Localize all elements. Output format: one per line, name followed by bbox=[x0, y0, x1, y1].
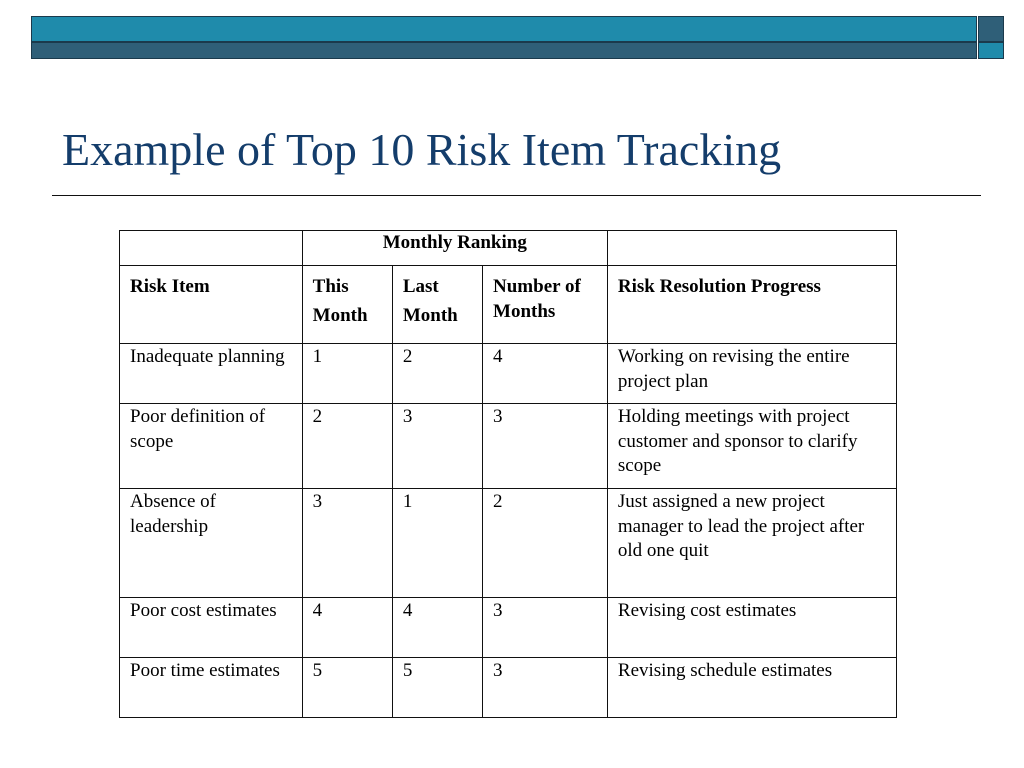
last-month-header-line2: Month bbox=[402, 305, 458, 326]
empty-header-cell bbox=[120, 231, 303, 266]
risk-item-cell: Poor cost estimates bbox=[120, 598, 303, 658]
this-month-header-line1: This bbox=[312, 276, 349, 297]
header-corner-block-top bbox=[978, 16, 1004, 42]
header-corner-block-bottom bbox=[978, 42, 1004, 59]
table-row bbox=[120, 489, 897, 598]
risk-item-cell: Inadequate planning bbox=[120, 344, 303, 404]
monthly-ranking-header: Monthly Ranking bbox=[302, 231, 607, 266]
last-month-header-line1: Last bbox=[402, 276, 439, 297]
title-divider bbox=[52, 195, 981, 196]
months-cell: 3 bbox=[483, 404, 608, 489]
progress-cell: Working on revising the entire project plan bbox=[607, 344, 896, 404]
risk-tracking-table bbox=[119, 230, 897, 718]
this-month-cell: 2 bbox=[302, 404, 392, 489]
header-banner-bottom bbox=[31, 42, 977, 59]
last-month-cell: 2 bbox=[392, 344, 482, 404]
last-month-cell: 5 bbox=[392, 658, 482, 718]
months-cell: 3 bbox=[483, 658, 608, 718]
progress-cell: Holding meetings with project customer and sponsor to clarify scope bbox=[607, 404, 896, 489]
progress-cell: Revising cost estimates bbox=[607, 598, 896, 658]
risk-item-cell: Absence of leadership bbox=[120, 489, 303, 598]
progress-header: Risk Resolution Progress bbox=[607, 266, 896, 344]
progress-cell: Revising schedule estimates bbox=[607, 658, 896, 718]
empty-header-cell bbox=[607, 231, 896, 266]
last-month-cell: 3 bbox=[392, 404, 482, 489]
slide-title: Example of Top 10 Risk Item Tracking bbox=[62, 124, 782, 175]
last-month-cell: 1 bbox=[392, 489, 482, 598]
months-cell: 2 bbox=[483, 489, 608, 598]
this-month-cell: 1 bbox=[302, 344, 392, 404]
this-month-cell: 5 bbox=[302, 658, 392, 718]
this-month-cell: 4 bbox=[302, 598, 392, 658]
this-month-cell: 3 bbox=[302, 489, 392, 598]
this-month-header bbox=[302, 266, 392, 344]
this-month-header-line2: Month bbox=[312, 305, 368, 326]
header-banner-top bbox=[31, 16, 977, 42]
months-cell: 3 bbox=[483, 598, 608, 658]
risk-item-cell: Poor definition of scope bbox=[120, 404, 303, 489]
table-row bbox=[120, 658, 897, 718]
table-row bbox=[120, 344, 897, 404]
table-group-header-row bbox=[120, 231, 897, 266]
table-row bbox=[120, 404, 897, 489]
months-cell: 4 bbox=[483, 344, 608, 404]
table-column-header-row bbox=[120, 266, 897, 344]
table-row bbox=[120, 598, 897, 658]
last-month-cell: 4 bbox=[392, 598, 482, 658]
risk-item-header: Risk Item bbox=[120, 266, 303, 344]
number-of-months-header: Number of Months bbox=[483, 266, 608, 344]
last-month-header bbox=[392, 266, 482, 344]
risk-item-cell: Poor time estimates bbox=[120, 658, 303, 718]
progress-cell: Just assigned a new project manager to lead the project after old one quit bbox=[607, 489, 896, 598]
